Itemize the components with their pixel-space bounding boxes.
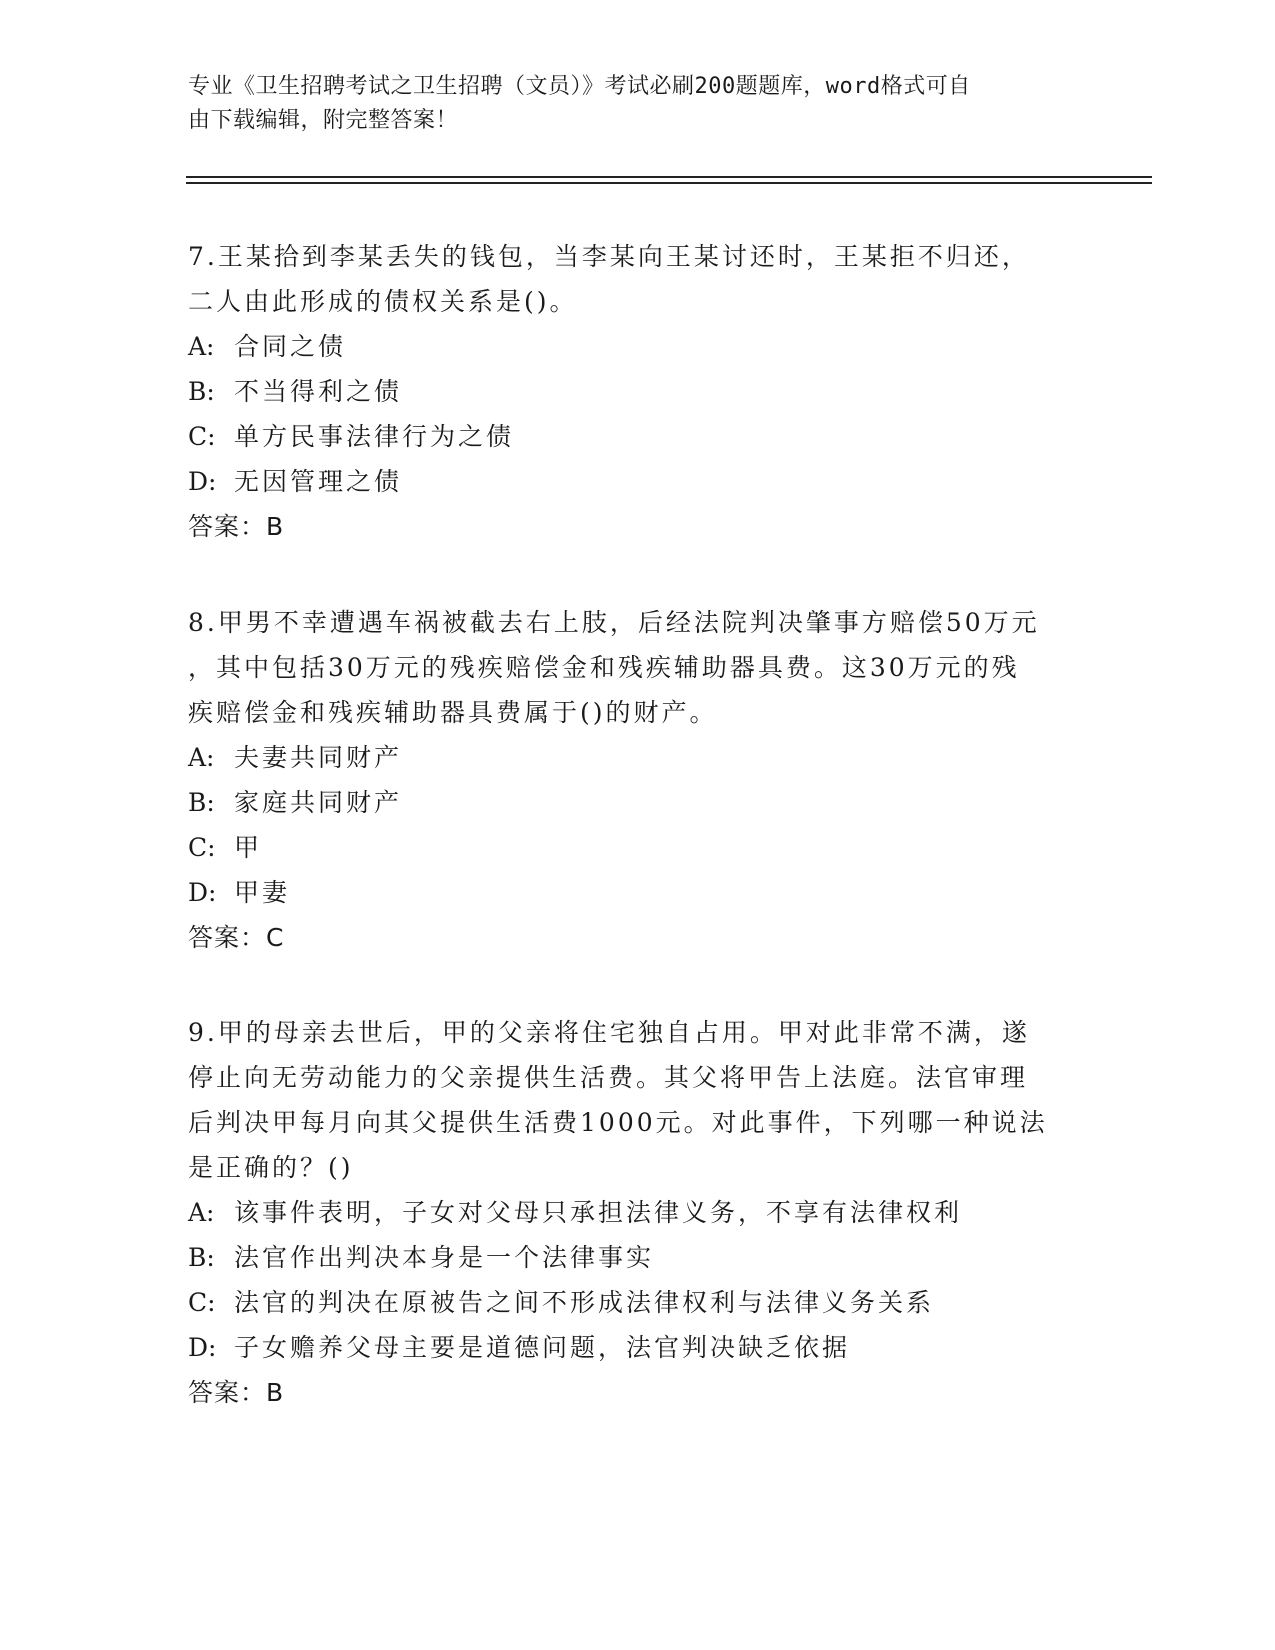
question-text: [188, 600, 1088, 735]
question-text: [188, 1010, 1088, 1190]
document-header: [188, 70, 1088, 138]
question-text-line: 8.甲男不幸遭遇车祸被截去右上肢，后经法院判决肇事方赔偿50万元: [188, 608, 1040, 637]
option-letter: B:: [188, 788, 215, 817]
option-letter: A:: [188, 743, 215, 772]
option-text: 合同之债: [234, 332, 347, 361]
question-7: [188, 234, 1088, 549]
option-text: 法官作出判决本身是一个法律事实: [234, 1243, 655, 1272]
option-c: [188, 1280, 1088, 1325]
option-b: [188, 780, 1088, 825]
header-line-1: 专业《卫生招聘考试之卫生招聘（文员）》考试必刷200题题库，word格式可自: [188, 74, 971, 99]
answer-line: 答案：B: [188, 512, 285, 541]
question-text-line: 疾赔偿金和残疾辅助器具费属于()的财产。: [188, 698, 718, 727]
option-letter: D:: [188, 878, 217, 907]
question-9: [188, 1010, 1088, 1415]
option-b: [188, 369, 1088, 414]
option-text: 该事件表明，子女对父母只承担法律义务，不享有法律权利: [234, 1198, 963, 1227]
option-text: 夫妻共同财产: [234, 743, 403, 772]
question-text-line: 后判决甲每月向其父提供生活费1000元。对此事件，下列哪一种说法: [188, 1108, 1048, 1137]
option-d: [188, 870, 1088, 915]
header-line-2: 由下载编辑，附完整答案！: [188, 108, 459, 133]
option-letter: D:: [188, 1333, 217, 1362]
option-a: [188, 324, 1088, 369]
option-text: 单方民事法律行为之债: [234, 422, 515, 451]
question-text-line: 二人由此形成的债权关系是()。: [188, 287, 578, 316]
question-text-line: 是正确的？(): [188, 1153, 354, 1182]
option-letter: A:: [188, 1198, 215, 1227]
option-letter: B:: [188, 1243, 215, 1272]
option-text: 家庭共同财产: [234, 788, 403, 817]
option-letter: A:: [188, 332, 215, 361]
answer-line: 答案：C: [188, 923, 285, 952]
option-letter: D:: [188, 467, 217, 496]
option-letter: B:: [188, 377, 215, 406]
answer-line: 答案：B: [188, 1378, 285, 1407]
question-text-line: 7.王某拾到李某丢失的钱包，当李某向王某讨还时，王某拒不归还，: [188, 242, 1030, 271]
option-a: [188, 735, 1088, 780]
question-text-line: 停止向无劳动能力的父亲提供生活费。其父将甲告上法庭。法官审理: [188, 1063, 1029, 1092]
option-d: [188, 459, 1088, 504]
option-text: 不当得利之债: [234, 377, 403, 406]
question-text-line: 9.甲的母亲去世后，甲的父亲将住宅独自占用。甲对此非常不满，遂: [188, 1018, 1030, 1047]
question-8: [188, 600, 1088, 960]
option-d: [188, 1325, 1088, 1370]
option-text: 甲妻: [234, 878, 291, 907]
question-text: [188, 234, 1088, 324]
option-a: [188, 1190, 1088, 1235]
option-text: 无因管理之债: [234, 467, 403, 496]
option-b: [188, 1235, 1088, 1280]
option-text: 甲: [234, 833, 263, 862]
option-c: [188, 825, 1088, 870]
header-divider-top: [186, 176, 1152, 178]
option-text: 法官的判决在原被告之间不形成法律权利与法律义务关系: [234, 1288, 935, 1317]
header-divider-bottom: [186, 182, 1152, 184]
option-c: [188, 414, 1088, 459]
option-letter: C:: [188, 1288, 216, 1317]
option-letter: C:: [188, 833, 216, 862]
option-letter: C:: [188, 422, 216, 451]
option-text: 子女赡养父母主要是道德问题，法官判决缺乏依据: [234, 1333, 851, 1362]
question-text-line: ，其中包括30万元的残疾赔偿金和残疾辅助器具费。这30万元的残: [188, 653, 1020, 682]
